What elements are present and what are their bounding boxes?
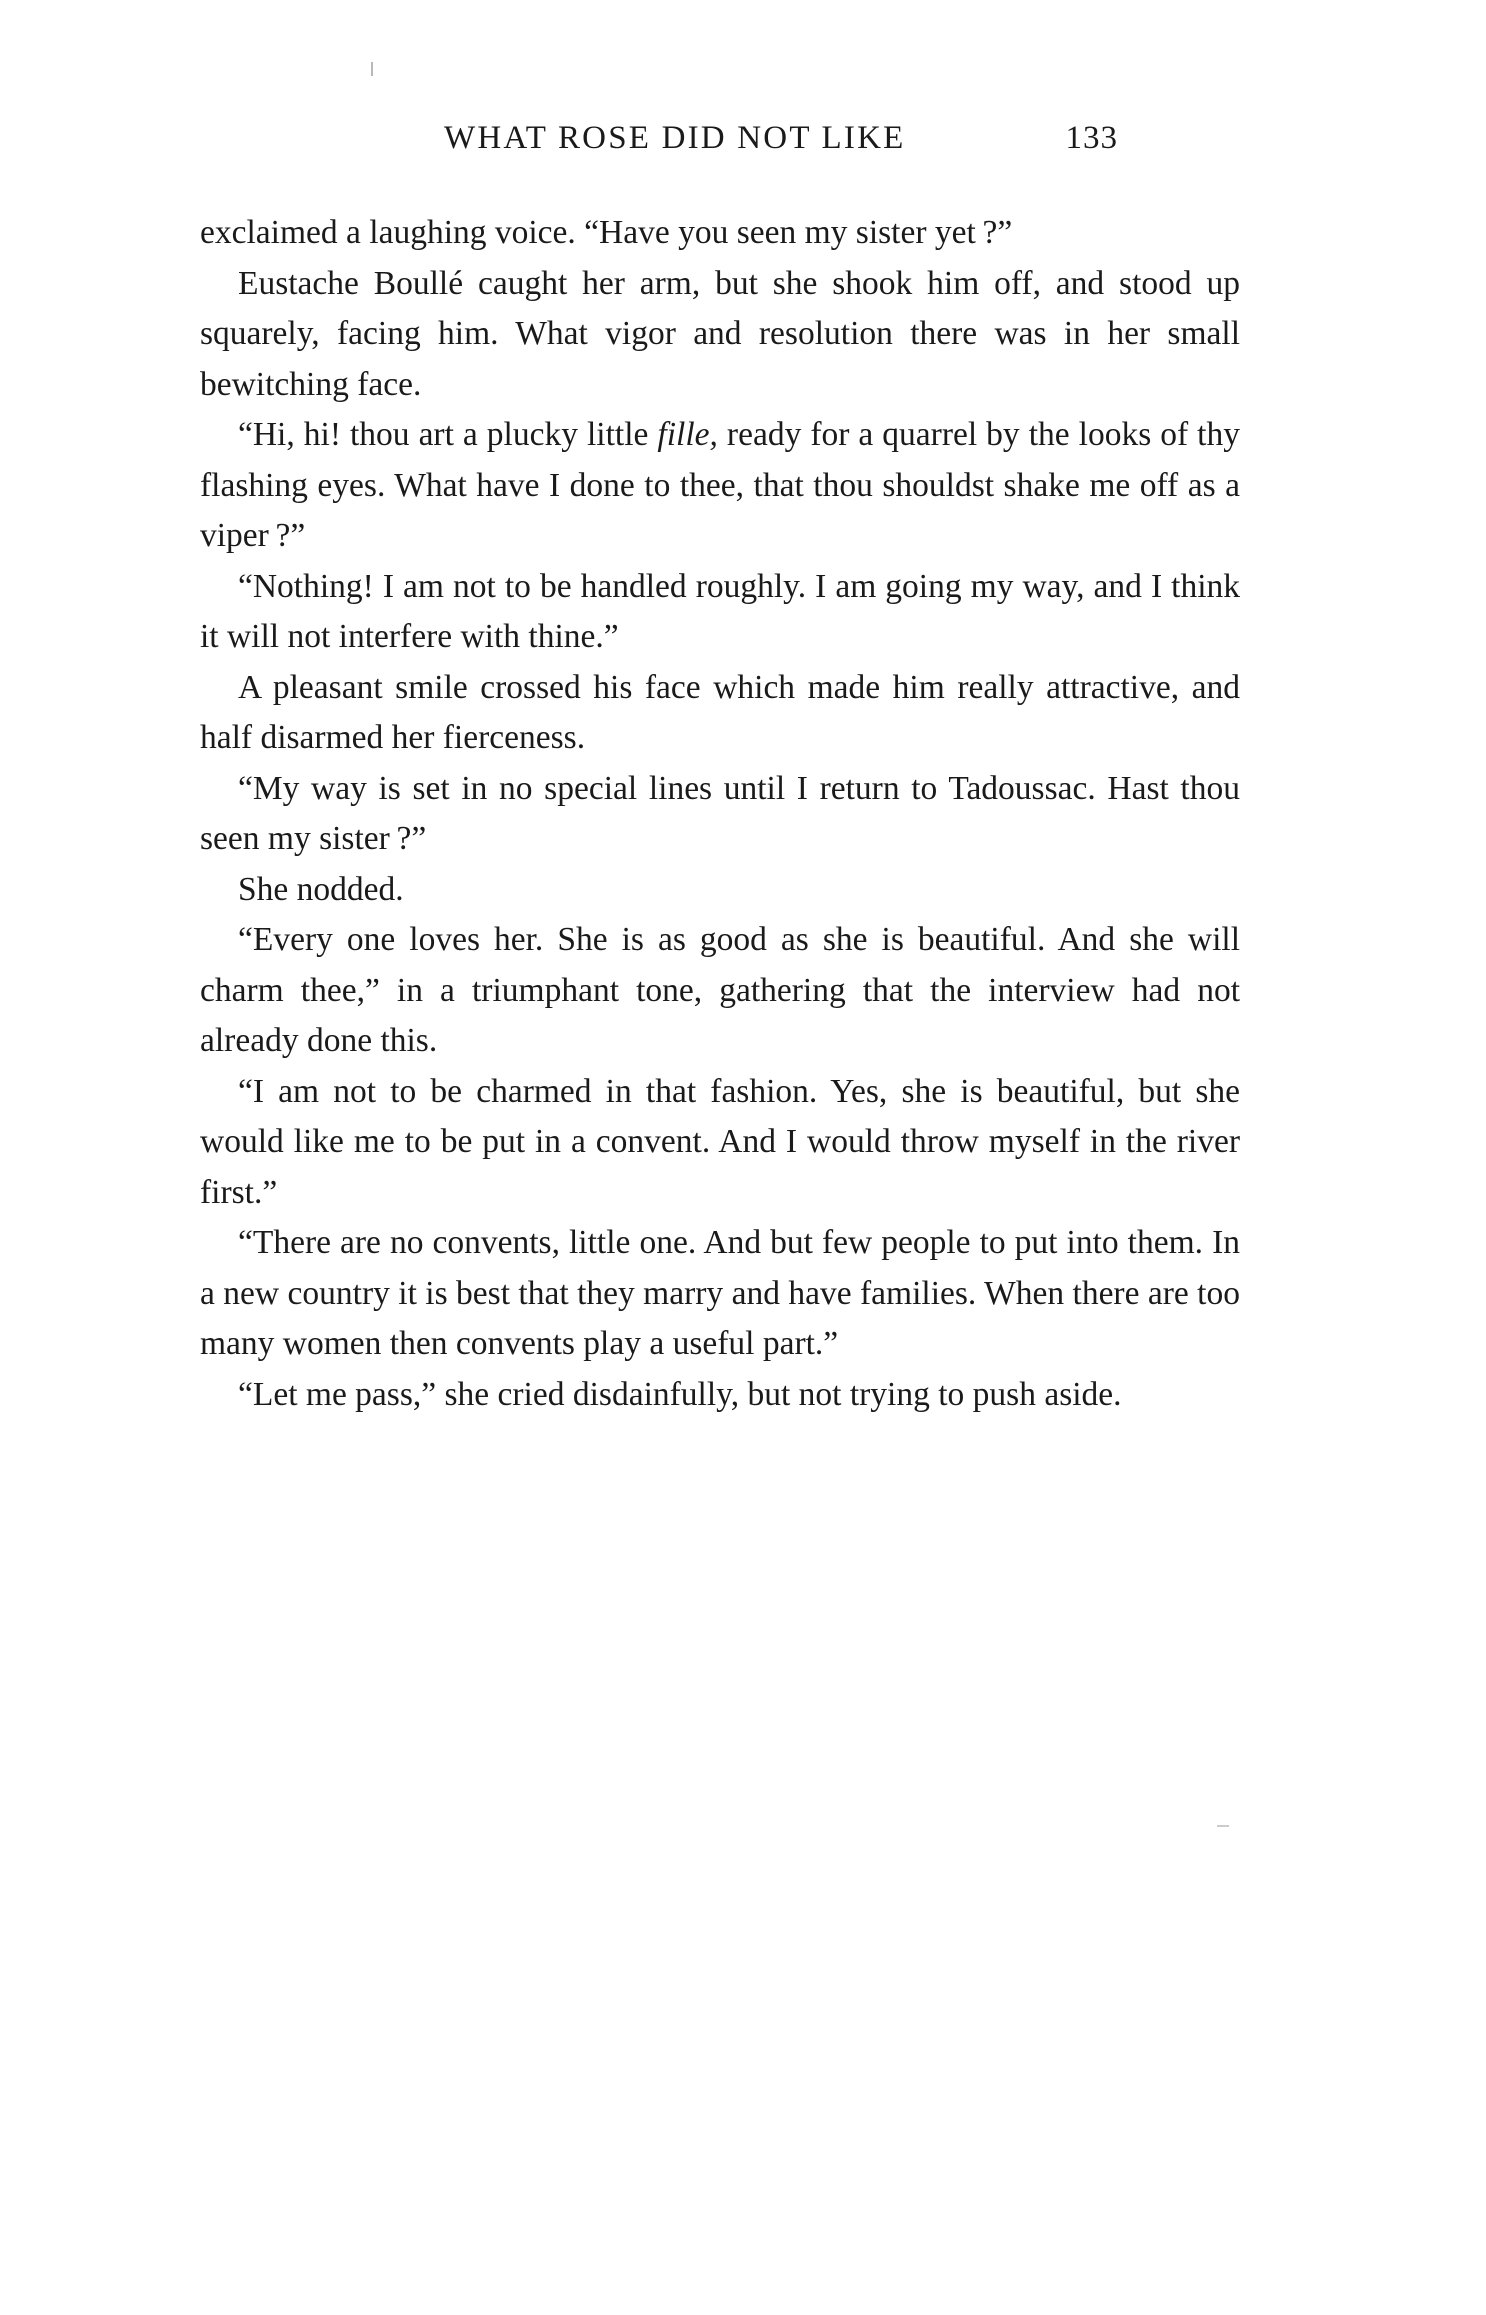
paragraph: “Every one loves her. She is as good as she is beautiful. And she will charm thee,” in a triumphant tone, gathering that the interview had not already done this. <box>200 921 1240 1059</box>
running-head <box>200 120 1240 162</box>
body-text <box>200 208 1240 1420</box>
paragraph-text-after-italic: ready for a quarrel by the looks of thy flashing eyes. What have I done to thee, that thou shouldst shake me off as a viper ?” <box>200 416 1240 554</box>
page-number: 133 <box>1065 120 1118 156</box>
italic-word: fille, <box>657 416 718 453</box>
paragraph: “There are no convents, little one. And but few people to put into them. In a new country it is best that they marry and have families. When there are too many women then convents play a useful part.” <box>200 1224 1240 1362</box>
scan-tick-mark-top <box>371 62 373 76</box>
paragraph-text-before-italic: “Hi, hi! thou art a plucky little <box>238 416 658 453</box>
paragraph: “Nothing! I am not to be handled roughly. I am going my way, and I think it will not interfere with thine.” <box>200 567 1240 655</box>
paragraph: “I am not to be charmed in that fashion. Yes, she is beautiful, but she would like me to be put in a convent. And I would throw myself in the river first.” <box>200 1072 1240 1211</box>
paragraph: Eustache Boullé caught her arm, but she shook him off, and stood up squarely, facing him. What vigor and resolution there was in her small bewitching face. <box>200 264 1240 403</box>
page-content <box>200 120 1240 1420</box>
paragraph: “Let me pass,” she cried disdainfully, but not trying to push aside. <box>238 1375 1122 1413</box>
paragraph: exclaimed a laughing voice. “Have you seen my sister yet ?” <box>200 214 1013 251</box>
page-title: WHAT ROSE DID NOT LIKE <box>444 120 906 156</box>
scan-tick-mark-right <box>1217 1825 1229 1827</box>
paragraph <box>200 410 1240 562</box>
paragraph: A pleasant smile crossed his face which made him really attractive, and half disarmed her fierceness. <box>200 668 1240 756</box>
paragraph: She nodded. <box>238 870 404 908</box>
paragraph: “My way is set in no special lines until I return to Tadoussac. Hast thou seen my sister ?” <box>200 769 1240 857</box>
